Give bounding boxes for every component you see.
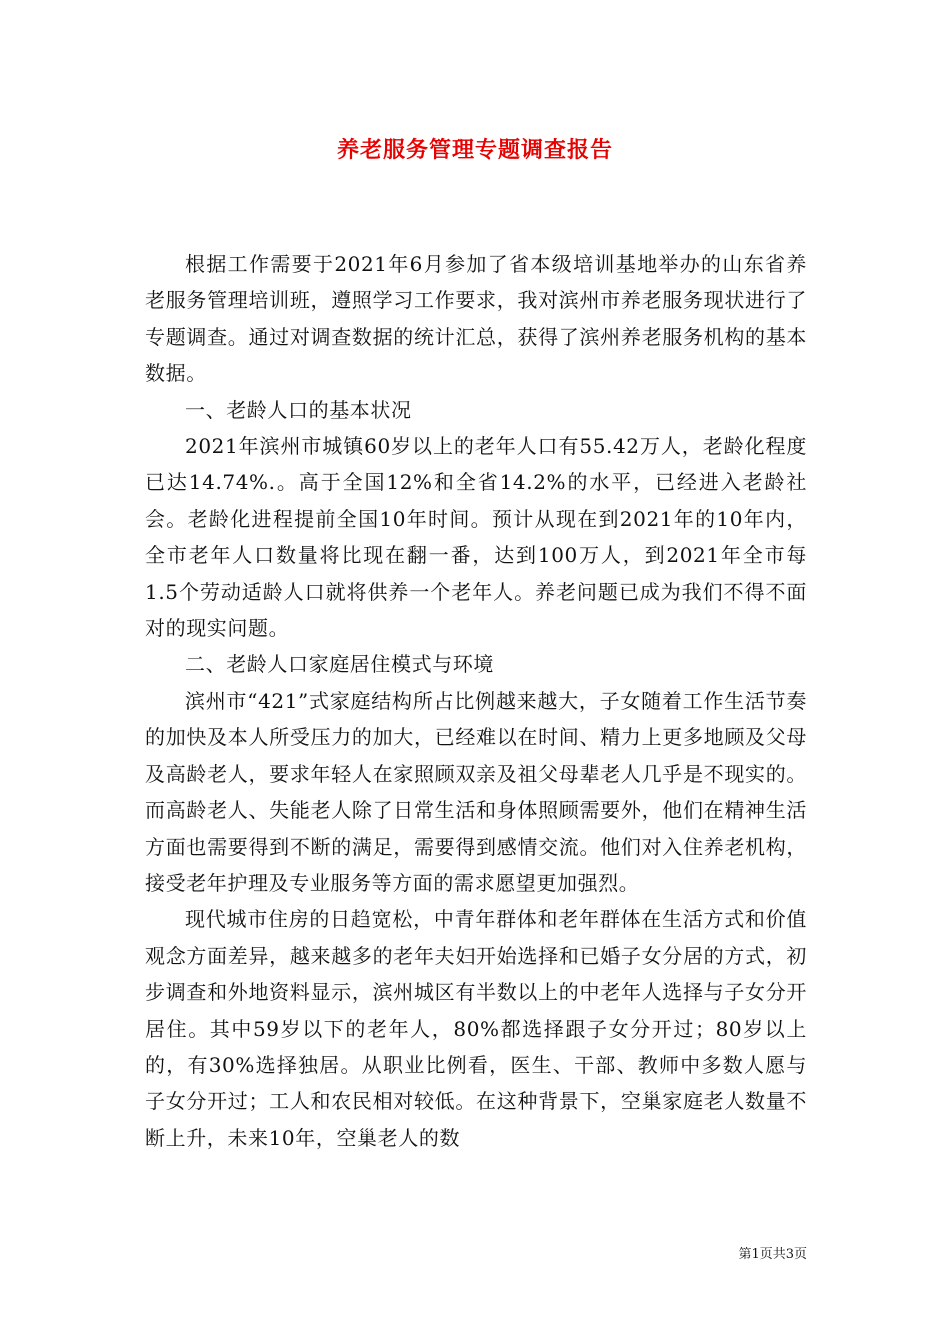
section-heading-1: 一、老龄人口的基本状况 bbox=[185, 397, 412, 422]
housing-paragraph: 现代城市住房的日趋宽松，中青年群体和老年群体在生活方式和价值观念方面差异，越来越多的老年夫妇开始选择和已婚子女分居的方式，初步调查和外地资料显示，滨州城区有半数以上的中老年人选择与子女分开居住。其中59岁以下的老年人，80%都选择跟子女分开过；80岁以上的，有30%选择独居。从职业比例看，医生、干部、教师中多数人愿与子女分开过；工人和农民相对较低。在这种背景下，空巢家庭老人数量不断上升，未来10年，空巢老人的数 bbox=[145, 907, 807, 1150]
family-structure-paragraph: 滨州市“421”式家庭结构所占比例越来越大，子女随着工作生活节奏的加快及本人所受压力的加大，已经难以在时间、精力上更多地顾及父母及高龄老人，要求年轻人在家照顾双亲及祖父母辈老人几乎是不现实的。而高龄老人、失能老人除了日常生活和身体照顾需要外，他们在精神生活方面也需要得到不断的满足，需要得到感情交流。他们对入住养老机构，接受老年护理及专业服务等方面的需求愿望更加强烈。 bbox=[145, 688, 807, 895]
report-title: 养老服务管理专题调查报告 bbox=[336, 137, 613, 163]
population-paragraph: 2021年滨州市城镇60岁以上的老年人口有55.42万人，老龄化程度已达14.74%.。高于全国12%和全省14.2%的水平，已经进入老龄社会。老龄化进程提前全国10年时间。预计从现在到2021年的10年内，全市老年人口数量将比现在翻一番，达到100万人，到2021年全市每1.5个劳动适龄人口就将供养一个老年人。养老问题已成为我们不得不面对的现实问题。 bbox=[145, 434, 807, 641]
page-number: 第1页共3页 bbox=[738, 1247, 807, 1262]
intro-paragraph: 根据工作需要于2021年6月参加了省本级培训基地举办的山东省养老服务管理培训班，遵照学习工作要求，我对滨州市养老服务现状进行了专题调查。通过对调查数据的统计汇总，获得了滨州养老服务机构的基本数据。 bbox=[145, 252, 807, 386]
section-heading-2: 二、老龄人口家庭居住模式与环境 bbox=[185, 652, 494, 677]
report-body bbox=[145, 246, 807, 1156]
